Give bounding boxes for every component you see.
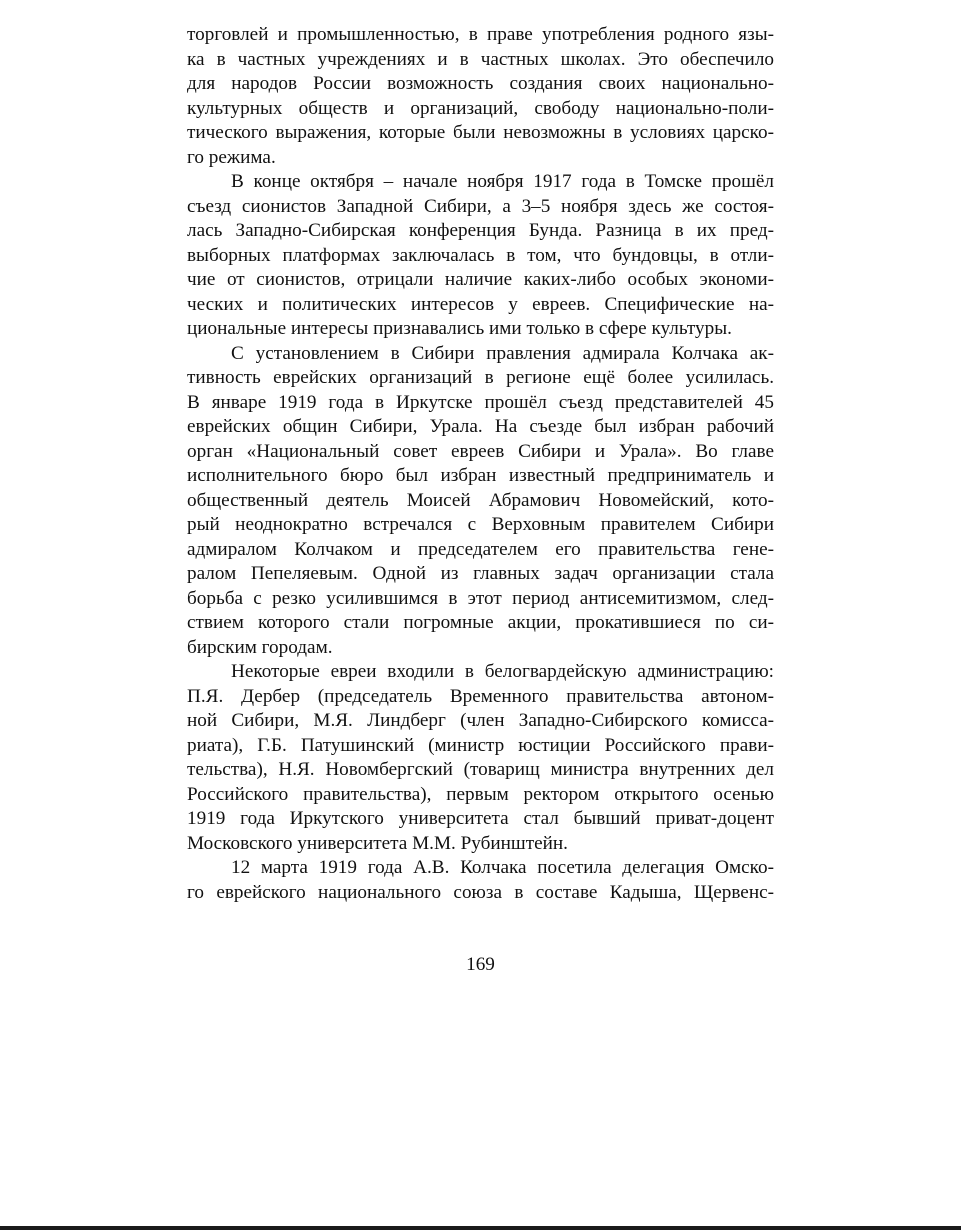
text-line: Некоторые евреи входили в белогвардейскую администрацию: bbox=[231, 661, 774, 682]
text-line: еврейских общин Сибири, Урала. На съезде был избран рабочий bbox=[187, 416, 774, 437]
text-line: борьба с резко усилившимся в этот период антисемитизмом, след- bbox=[187, 587, 774, 609]
text-line: ной Сибири, М.Я. Линдберг (член Западно-Сибирского комисса- bbox=[187, 710, 774, 731]
body-text bbox=[187, 23, 774, 905]
text-line: бирским городам. bbox=[187, 636, 333, 658]
text-line: ралом Пепеляевым. Одной из главных задач организации стала bbox=[187, 563, 774, 584]
text-line: культурных обществ и организаций, свободу национально-поли- bbox=[187, 97, 774, 119]
text-line: чие от сионистов, отрицали наличие каких-либо особых экономи- bbox=[187, 269, 774, 290]
text-line: го еврейского национального союза в составе Кадыша, Щервенс- bbox=[187, 881, 774, 903]
text-line: циональные интересы признавались ими только в сфере культуры. bbox=[187, 318, 732, 339]
paragraph bbox=[187, 170, 774, 342]
page-number: 169 bbox=[466, 954, 495, 975]
scan-bottom-edge bbox=[0, 1226, 961, 1230]
text-line: ствием которого стали погромные акции, прокатившиеся по си- bbox=[187, 612, 774, 633]
paragraph bbox=[187, 856, 774, 905]
text-line: П.Я. Дербер (председатель Временного правительства автоном- bbox=[187, 685, 774, 707]
text-line: тического выражения, которые были невозможны в условиях царско- bbox=[187, 122, 774, 143]
text-line: рый неоднократно встречался с Верховным правителем Сибири bbox=[187, 514, 774, 535]
text-line: 12 марта 1919 года А.В. Колчака посетила делегация Омско- bbox=[231, 857, 774, 878]
text-line: съезд сионистов Западной Сибири, а 3–5 ноября здесь же состоя- bbox=[187, 195, 774, 217]
paragraph bbox=[187, 660, 774, 856]
text-line: В январе 1919 года в Иркутске прошёл съезд представителей 45 bbox=[187, 391, 774, 413]
text-line: торговлей и промышленностью, в праве употребления родного язы- bbox=[187, 24, 774, 45]
text-line: исполнительного бюро был избран известный предприниматель и bbox=[187, 465, 774, 486]
text-line: адмиралом Колчаком и председателем его правительства гене- bbox=[187, 538, 774, 560]
text-line: Российского правительства), первым ректором открытого осенью bbox=[187, 783, 774, 805]
text-line: 1919 года Иркутского университета стал бывший приват-доцент bbox=[187, 808, 774, 829]
text-line: тивность еврейских организаций в регионе ещё более усилилась. bbox=[187, 367, 774, 388]
text-line: В конце октября – начале ноября 1917 года в Томске прошёл bbox=[231, 171, 774, 192]
paragraph bbox=[187, 342, 774, 661]
text-line: орган «Национальный совет евреев Сибири и Урала». Во главе bbox=[187, 440, 774, 462]
text-line: ка в частных учреждениях и в частных школах. Это обеспечило bbox=[187, 48, 774, 70]
text-line: С установлением в Сибири правления адмирала Колчака ак- bbox=[231, 342, 774, 364]
text-line: общественный деятель Моисей Абрамович Новомейский, кото- bbox=[187, 489, 774, 511]
text-line: тельства), Н.Я. Новомбергский (товарищ министра внутренних дел bbox=[187, 759, 774, 780]
text-line: лась Западно-Сибирская конференция Бунда. Разница в их пред- bbox=[187, 220, 774, 241]
paragraph bbox=[187, 23, 774, 170]
text-line: риата), Г.Б. Патушинский (министр юстиции Российского прави- bbox=[187, 734, 774, 756]
text-line: для народов России возможность создания своих национально- bbox=[187, 73, 774, 94]
text-line: го режима. bbox=[187, 146, 276, 168]
text-line: Московского университета М.М. Рубинштейн. bbox=[187, 832, 568, 854]
text-line: выборных платформах заключалась в том, что бундовцы, в отли- bbox=[187, 244, 774, 266]
text-line: ческих и политических интересов у евреев. Специфические на- bbox=[187, 293, 774, 315]
